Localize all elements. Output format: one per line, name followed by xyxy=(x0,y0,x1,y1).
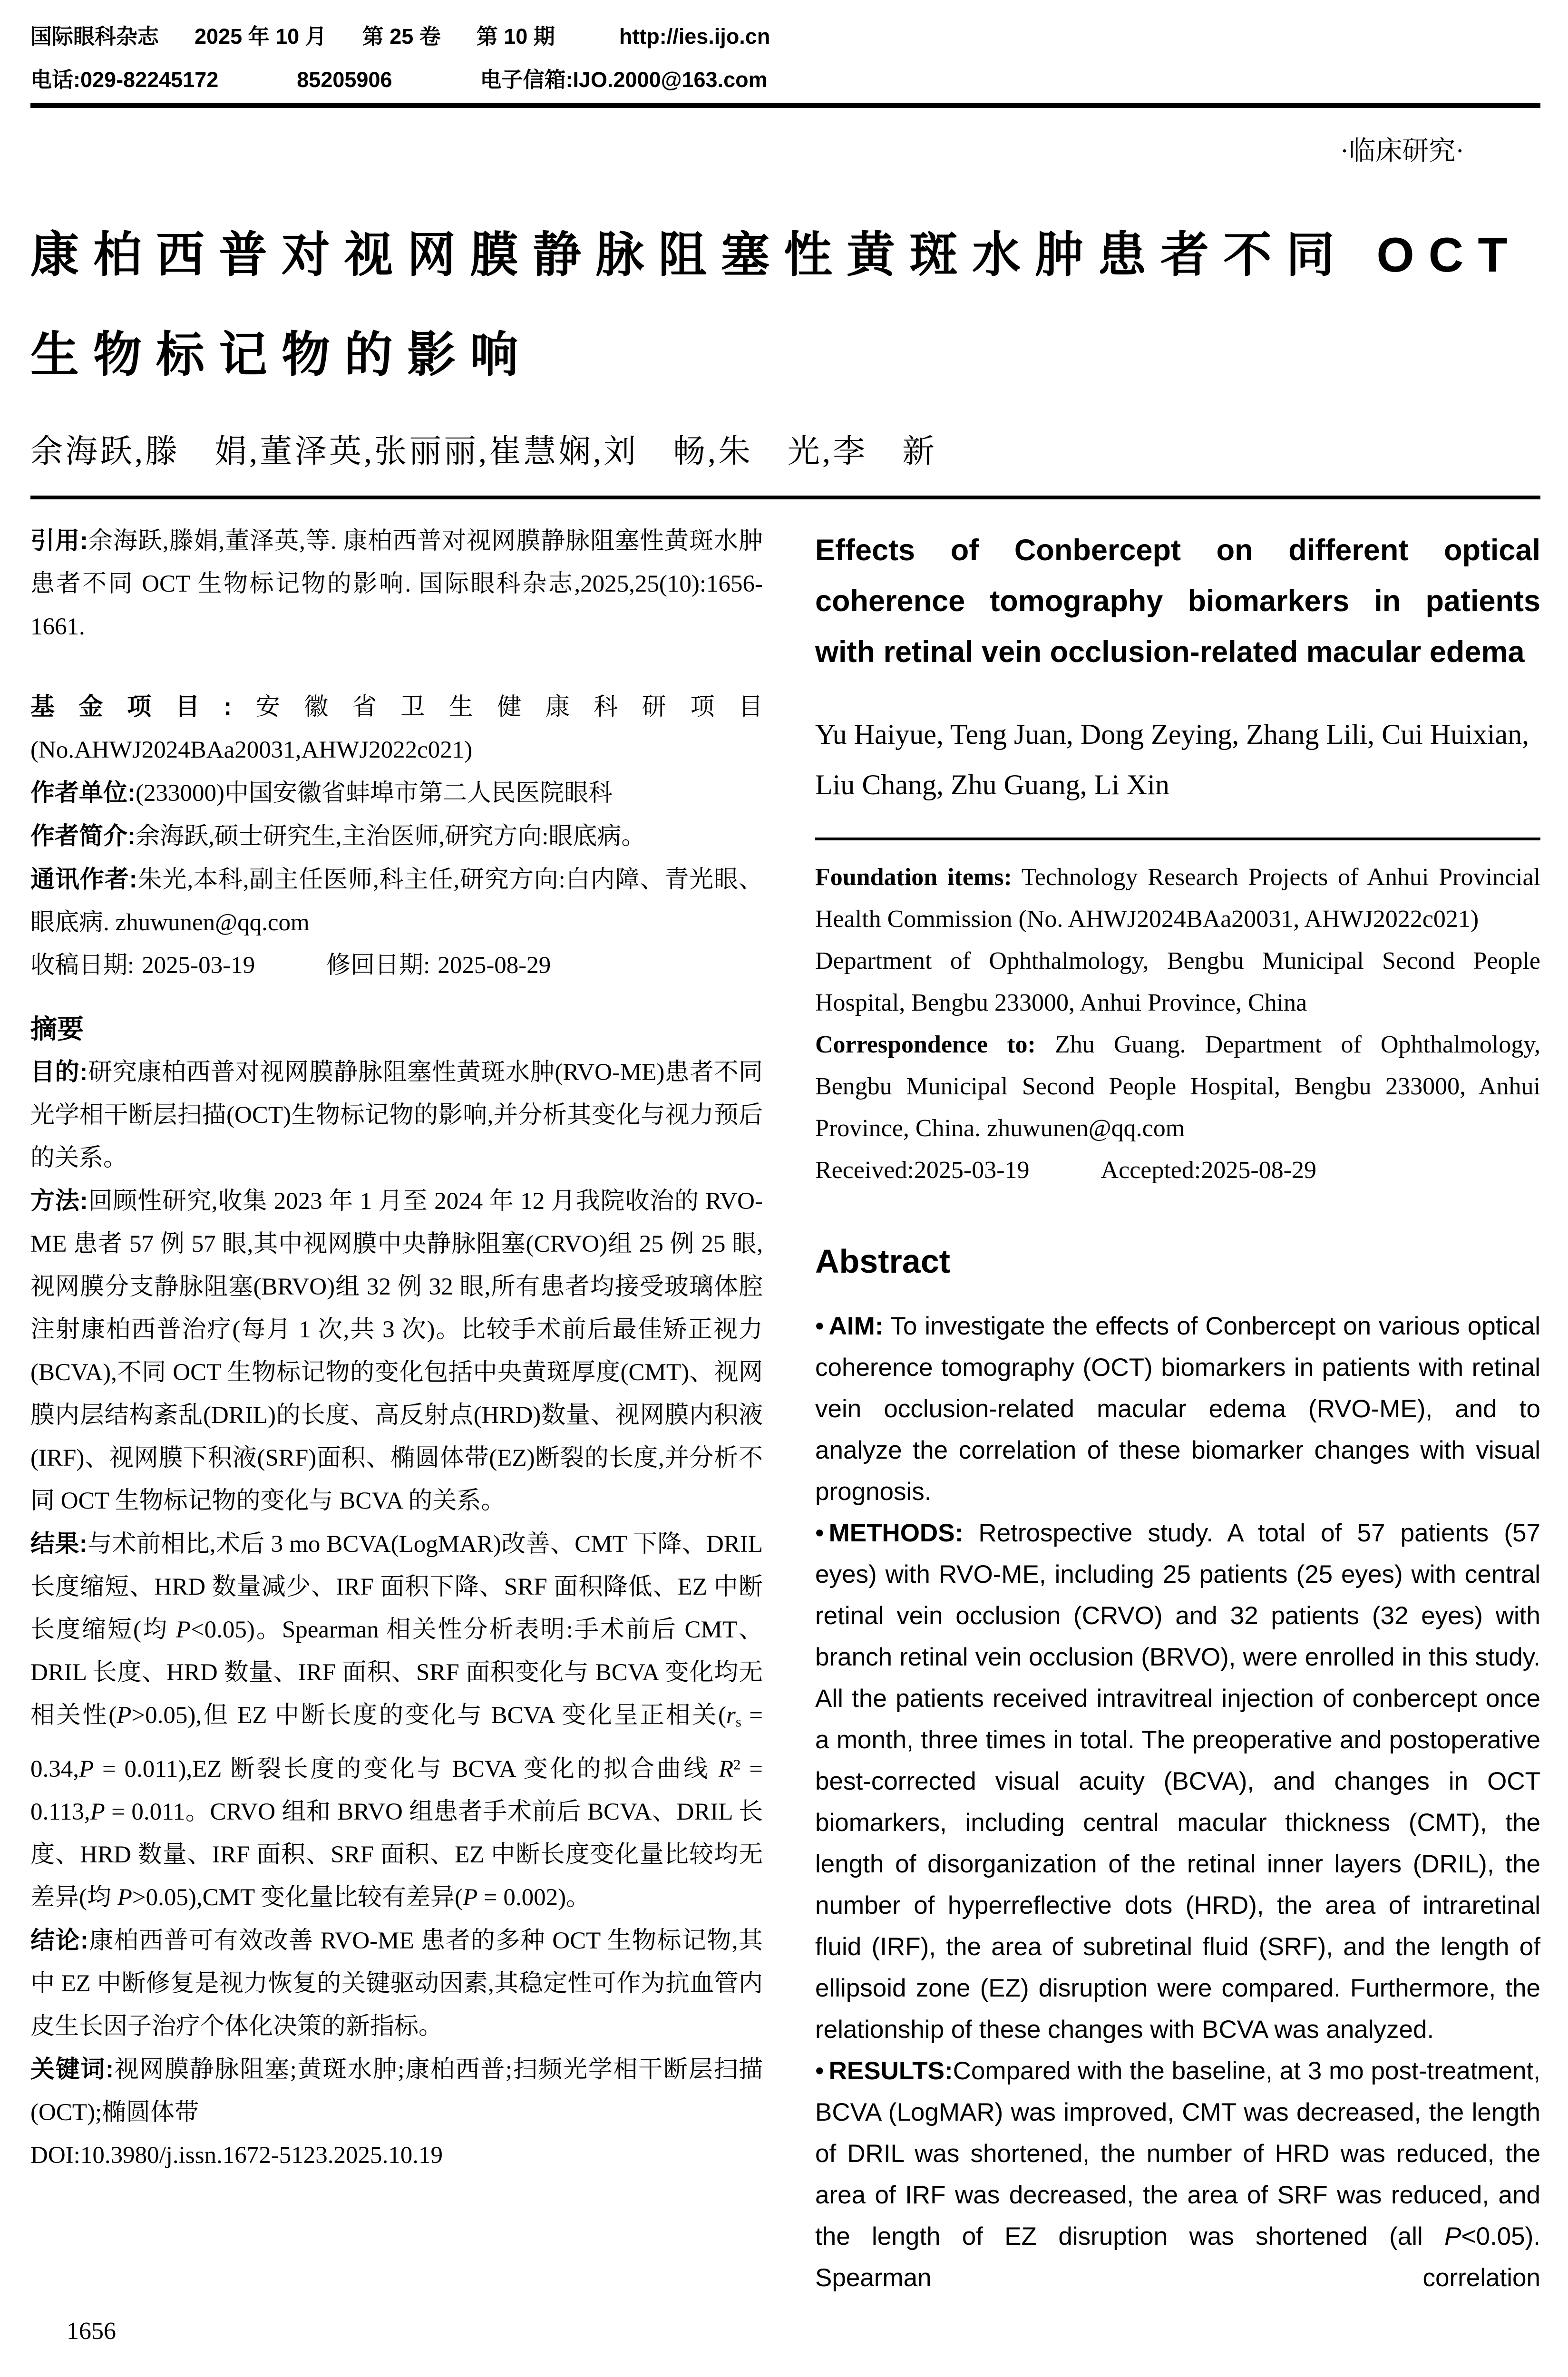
doi-line: DOI:10.3980/j.issn.1672-5123.2025.10.19 xyxy=(30,2142,443,2169)
aim-paragraph-en xyxy=(815,1305,1540,1512)
aim-text-en: To investigate the effects of Conbercept on various optical coherence tomography (OCT) biomarkers in patients with retinal vein occlusion-related macular edema (RVO-ME), and to analyze the correlation of these biomarker changes with visual prognosis. xyxy=(815,1312,1540,1506)
revised-label-cn: 修回日期: xyxy=(326,952,430,979)
journal-header-line1 xyxy=(30,19,1540,50)
bullet-icon: • xyxy=(815,1519,824,1547)
conclusion-paragraph-cn xyxy=(30,1919,763,2048)
foundation-text-cn: 安徽省卫生健康科研项目(No.AHWJ2024BAa20031,AHWJ2022c021) xyxy=(30,694,763,763)
author-bio-label: 作者简介: xyxy=(30,822,136,849)
authors-cn: 余海跃,滕 娟,董泽英,张丽丽,崔慧娴,刘 畅,朱 光,李 新 xyxy=(30,433,937,469)
results-text-cn: 与术前相比,术后 3 mo BCVA(LogMAR)改善、CMT 下降、DRIL 长度缩短、HRD 数量减少、IRF 面积下降、SRF 面积降低、EZ 中断长度缩短(均 P<0.05)。Spearman 相关性分析表明:手术前后 CMT、DRIL 长度、HRD 数量、IRF 面积、SRF 面积变化与 BCVA 变化均无相关性(P>0.05),但 EZ 中断长度的变化与 BCVA 变化呈正相关$(r_s = 0.34,P = 0.011),EZ$ 断裂长度的变化与 BCVA 变化的拟合曲线 $R^2 = 0.113,P = 0.011$。CRVO 组和 BRVO 组患者手术前后 BCVA、DRIL 长度、HRD 数量、IRF 面积、SRF 面积、EZ 中断长度变化量比较均无差异(均 P>0.05),CMT 变化量比较有差异(P = 0.002)。 xyxy=(30,1531,763,1911)
foundation-paragraph-cn xyxy=(30,685,763,771)
aim-text-cn: 研究康柏西普对视网膜静脉阻塞性黄斑水肿(RVO-ME)患者不同光学相干断层扫描(OCT)生物标记物的影响,并分析其变化与视力预后的关系。 xyxy=(30,1059,763,1171)
bullet-icon: • xyxy=(815,1312,824,1340)
keywords-text: 视网膜静脉阻塞;黄斑水肿;康柏西普;扫频光学相干断层扫描(OCT);椭圆体带 xyxy=(30,2056,763,2126)
received-date-cn: 2025-03-19 xyxy=(142,952,255,979)
results-label-en: RESULTS: xyxy=(828,2057,953,2085)
affiliation-paragraph-cn xyxy=(30,771,763,815)
article-type-badge: ·临床研究· xyxy=(1340,136,1464,166)
foundation-text-en: Technology Research Projects of Anhui Provincial Health Commission (No. AHWJ2024BAa20031, AHWJ2022c021) xyxy=(815,864,1540,933)
methods-paragraph-en xyxy=(815,1512,1540,2050)
abstract-heading-en: Abstract xyxy=(815,1243,950,1280)
affiliation-paragraph-en: Department of Ophthalmology, Bengbu Municipal Second People Hospital, Bengbu 233000, Anhui Province, China xyxy=(815,947,1540,1016)
dates-line-en xyxy=(815,1150,1540,1191)
two-column-body xyxy=(30,519,1540,2299)
conclusion-label-cn: 结论: xyxy=(30,1926,88,1954)
received-label-cn: 收稿日期: xyxy=(30,952,135,979)
methods-label-en: METHODS: xyxy=(828,1519,964,1547)
foundation-label-cn: 基金项目: xyxy=(30,693,232,720)
foundation-label-en: Foundation items: xyxy=(815,864,1012,891)
left-column xyxy=(30,519,763,2177)
revised-date-cn: 2025-08-29 xyxy=(438,952,551,979)
correspondence-text-en: Zhu Guang. Department of Ophthalmology, Bengbu Municipal Second People Hospital, Bengbu 233000, Anhui Province, China. zhuwunen@qq.com xyxy=(815,1031,1540,1142)
accepted-date-en: 2025-08-29 xyxy=(1201,1157,1316,1184)
bullet-icon: • xyxy=(815,2057,824,2085)
correspondence-text-cn: 朱光,本科,副主任医师,科主任,研究方向:白内障、青光眼、眼底病. zhuwunen@qq.com xyxy=(30,867,763,936)
article-title-cn xyxy=(30,205,1540,405)
column-rule xyxy=(815,838,1540,840)
page-number: 1656 xyxy=(67,2318,116,2345)
received-label-en: Received: xyxy=(815,1157,914,1184)
correspondence-paragraph-en xyxy=(815,1024,1540,1150)
affiliation-text-cn: (233000)中国安徽省蚌埠市第二人民医院眼科 xyxy=(135,780,613,807)
article-title-en: Effects of Conbercept on different optical coherence tomography biomarkers in patients with retinal vein occlusion-related macular edema xyxy=(815,534,1540,669)
journal-header-line2 xyxy=(30,62,1540,93)
issue-date: 2025 年 10 月 xyxy=(195,24,327,49)
journal-url: http://ies.ijo.cn xyxy=(619,24,770,49)
issue-number: 第 10 期 xyxy=(476,24,555,49)
methods-label-cn: 方法: xyxy=(30,1187,88,1214)
aim-label-cn: 目的: xyxy=(30,1058,88,1085)
header-rule xyxy=(30,103,1540,108)
author-bio-text: 余海跃,硕士研究生,主治医师,研究方向:眼底病。 xyxy=(135,823,646,850)
citation-text: 余海跃,滕娟,董泽英,等. 康柏西普对视网膜静脉阻塞性黄斑水肿患者不同 OCT 生物标记物的影响. 国际眼科杂志,2025,25(10):1656-1661. xyxy=(30,528,763,640)
title-cn-line1: 康柏西普对视网膜静脉阻塞性黄斑水肿患者不同 OCT xyxy=(30,228,1522,282)
results-paragraph-cn xyxy=(30,1522,763,1919)
foundation-paragraph-en xyxy=(815,857,1540,940)
keywords-label: 关键词: xyxy=(30,2055,114,2083)
email: 电子信箱:IJO.2000@163.com xyxy=(480,68,768,92)
authors-en: Yu Haiyue, Teng Juan, Dong Zeying, Zhang Lili, Cui Huixian, Liu Chang, Zhu Guang, Li Xin xyxy=(815,719,1529,800)
correspondence-label-en: Correspondence to: xyxy=(815,1031,1036,1058)
right-column xyxy=(815,519,1540,2299)
citation-paragraph xyxy=(30,519,763,648)
accepted-label-en: Accepted: xyxy=(1101,1157,1201,1184)
title-cn-line2: 生物标记物的影响 xyxy=(30,328,533,382)
received-date-en: 2025-03-19 xyxy=(914,1157,1030,1184)
results-label-cn: 结果: xyxy=(30,1530,88,1557)
phone: 电话:029-82245172 xyxy=(30,68,219,92)
aim-paragraph-cn xyxy=(30,1051,763,1179)
results-paragraph-en xyxy=(815,2050,1540,2299)
conclusion-text-cn: 康柏西普可有效改善 RVO-ME 患者的多种 OCT 生物标记物,其中 EZ 中断修复是视力恢复的关键驱动因素,其稳定性可作为抗血管内皮生长因子治疗个体化决策的新指标。 xyxy=(30,1927,763,2040)
volume: 第 25 卷 xyxy=(362,24,441,49)
methods-text-en: Retrospective study. A total of 57 patients (57 eyes) with RVO-ME, including 25 patients (25 eyes) with central retinal vein occlusion (CRVO) and 32 patients (32 eyes) with branch retinal vein occlusion (BRVO), were enrolled in this study. All the patients received intravitreal injection of conbercept once a month, three times in total. The preoperative and postoperative best-corrected visual acuity (BCVA), and changes in OCT biomarkers, including central macular thickness (CMT), the length of disorganization of the retinal inner layers (DRIL), the number of hyperreflective dots (HRD), the area of intraretinal fluid (IRF), the area of subretinal fluid (SRF), and the length of ellipsoid zone (EZ) disruption were compared. Furthermore, the relationship of these changes with BCVA was analyzed. xyxy=(815,1519,1540,2044)
phone-2: 85205906 xyxy=(297,68,392,92)
aim-label-en: AIM: xyxy=(828,1312,884,1340)
journal-name: 国际眼科杂志 xyxy=(30,24,159,49)
authors-rule xyxy=(30,496,1540,499)
methods-paragraph-cn xyxy=(30,1179,763,1522)
abstract-heading-cn: 摘要 xyxy=(30,1014,84,1044)
results-text-en: Compared with the baseline, at 3 mo post-treatment, BCVA (LogMAR) was improved, CMT was decreased, the length of DRIL was shortened, the number of HRD was reduced, the area of IRF was decreased, the area of SRF was reduced, and the length of EZ disruption was shortened (all P<0.05). Spearman correlation xyxy=(815,2057,1540,2292)
methods-text-cn: 回顾性研究,收集 2023 年 1 月至 2024 年 12 月我院收治的 RVO-ME 患者 57 例 57 眼,其中视网膜中央静脉阻塞(CRVO)组 25 例 25 眼,视网膜分支静脉阻塞(BRVO)组 32 例 32 眼,所有患者均接受玻璃体腔注射康柏西普治疗(每月 1 次,共 3 次)。比较手术前后最佳矫正视力(BCVA),不同 OCT 生物标记物的变化包括中央黄斑厚度(CMT)、视网膜内层结构紊乱(DRIL)的长度、高反射点(HRD)数量、视网膜内积液(IRF)、视网膜下积液(SRF)面积、椭圆体带(EZ)断裂的长度,并分析不同 OCT 生物标记物的变化与 BCVA 的关系。 xyxy=(30,1188,763,1514)
keywords-paragraph xyxy=(30,2048,763,2134)
citation-label: 引用: xyxy=(30,527,88,554)
affiliation-label-cn: 作者单位: xyxy=(30,779,136,806)
correspondence-paragraph-cn xyxy=(30,858,763,944)
dates-line-cn xyxy=(30,944,763,987)
author-bio-paragraph xyxy=(30,815,763,858)
correspondence-label-cn: 通讯作者: xyxy=(30,866,137,893)
